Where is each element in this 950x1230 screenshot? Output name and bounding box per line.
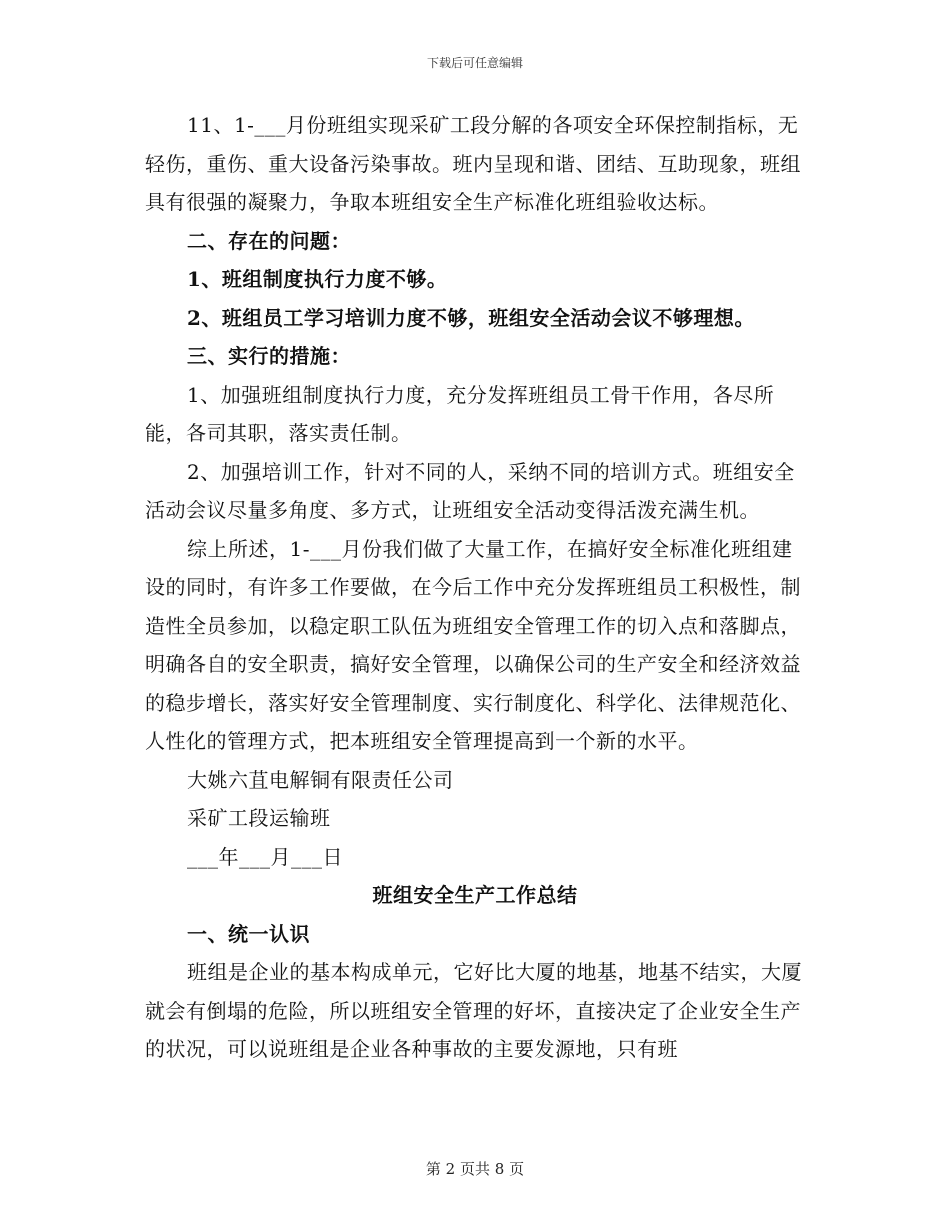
paragraph-achievement-11: 11、1-___月份班组实现采矿工段分解的各项安全环保控制指标，无轻伤，重伤、重大设备污染事故。班内呈现和谐、团结、互助现象，班组具有很强的凝聚力，争取本班组安全生产标准化班组验收达标。 [145,113,801,214]
document-body [145,106,805,1069]
heading-problems: 二、存在的问题： [187,228,351,253]
header-note: 下载后可任意编辑 [426,56,523,70]
summary-paragraph: 综上所述，1-___月份我们做了大量工作，在搞好安全标准化班组建设的同时，有许多工作要做，在今后工作中充分发挥班组员工积极性，制造性全员参加，以稳定职工队伍为班组安全管理工作的切入点和落脚点，明确各自的安全职责，搞好安全管理，以确保公司的生产安全和经济效益的稳步增长，落实好安全管理制度、实行制度化、科学化、法律规范化、人性化的管理方式，把本班组安全管理提高到一个新的水平。 [145,536,801,753]
paragraph-team-basis: 班组是企业的基本构成单元，它好比大厦的地基，地基不结实，大厦就会有倒塌的危险，所以班组安全管理的好坏，直接决定了企业安全生产的状况，可以说班组是企业各种事故的主要发源地，只有班 [145,960,802,1061]
heading-unified-understanding: 一、统一认识 [187,921,310,946]
date-line: ___年___月___日 [187,844,343,869]
problem-item-1: 1、班组制度执行力度不够。 [187,267,448,291]
document-title: 班组安全生产工作总结 [372,883,578,907]
team-name: 采矿工段运输班 [187,806,331,830]
measure-item-1: 1、加强班组制度执行力度，充分发挥班组员工骨干作用，各尽所能，各司其职，落实责任制。 [145,382,775,445]
company-name: 大姚六苴电解铜有限责任公司 [187,767,454,792]
measure-item-2: 2、加强培训工作，针对不同的人，采纳不同的培训方式。班组安全活动会议尽量多角度、多方式，让班组安全活动变得活泼充满生机。 [145,459,795,522]
page-number: 第 2 页共 8 页 [425,1160,525,1178]
problem-item-2: 2、班组员工学习培训力度不够，班组安全活动会议不够理想。 [187,305,755,330]
heading-measures: 三、实行的措施： [187,344,351,368]
